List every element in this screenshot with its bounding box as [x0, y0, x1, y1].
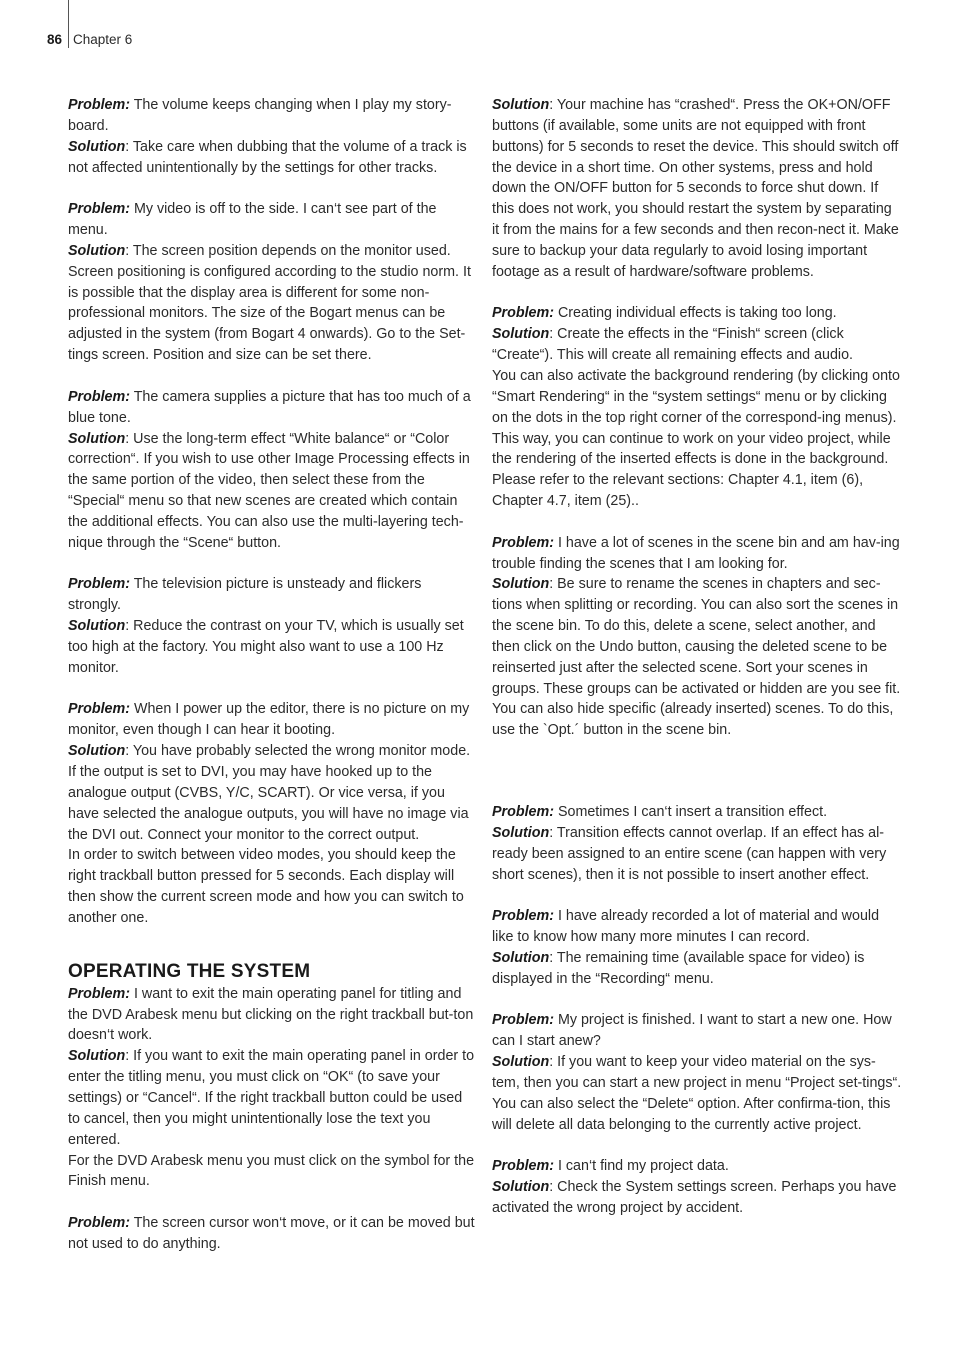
problem-label: Problem: — [492, 804, 554, 820]
problem-label: Problem: — [68, 576, 130, 593]
additional-text: You can also activate the background rendering (by clicking onto “Smart Rendering“ in the “system settings“ menu or by clicking on the dots in the top right corner of the correspond-ing menus). This way, you can continue to work on your video project, while the rendering of the inserted effects is done in the background. Please refer to the relevant sections: Chapter 4.1, item (6), Chapter 4.7, item (25).. — [492, 367, 900, 510]
faq-entry — [68, 984, 478, 1192]
faq-entry — [68, 95, 478, 178]
problem-text: Problem: The volume keeps changing when I play my story-board. — [68, 97, 452, 134]
faq-entry — [68, 699, 478, 928]
right-column — [492, 95, 902, 1240]
solution-text: Solution: Check the System settings screen. Perhaps you have activated the wrong project by accident. — [492, 1179, 897, 1217]
additional-text: You can also hide specific (already inserted) scenes. To do this, use the `Opt.´ button in the scene bin. — [492, 701, 894, 739]
solution-label: Solution — [492, 576, 550, 593]
page-number: 86 — [47, 32, 63, 47]
solution-label: Solution — [492, 97, 550, 113]
chapter-label: Chapter 6 — [73, 32, 133, 47]
solution-text: Solution: Your machine has “crashed“. Press the OK+ON/OFF buttons (if available, some units are not equipped with front buttons) for 5 seconds to reset the device. This should switch off the device in a short time. On other systems, press and hold down the ON/OFF button for 5 seconds to force shut down. If this does not work, you should restart the system by separating it from the mains for a few seconds and then recon-nect it. Make sure to backup your data regularly to avoid losing important footage as a result of hardware/software problems. — [492, 97, 899, 280]
solution-label: Solution — [492, 824, 550, 841]
solution-label: Solution — [68, 743, 126, 760]
faq-entry — [492, 533, 902, 741]
problem-text: Problem: I want to exit the main operating panel for titling and the DVD Arabesk menu but clicking on the right trackball but-ton doesn‘t work. — [68, 985, 474, 1044]
solution-text: Solution: If you want to keep your video material on the sys-tem, then you can start a new project in menu “Project set-tings“. You can also select the “Delete“ option. After confirma-tion, this will delete all data belonging to the currently active project. — [492, 1054, 902, 1133]
solution-label: Solution — [492, 1179, 550, 1196]
faq-entry — [492, 95, 902, 283]
solution-text: Solution: The screen position depends on the monitor used. Screen positioning is configured according to the studio norm. It is possible that the display area is different for some non-professional monitors. The size of the Bogart menus can be adjusted in the system (from Bogart 4 onwards). Go to the Set-tings screen. Position and size can be set there. — [68, 242, 471, 364]
solution-label: Solution — [68, 242, 126, 259]
header-divider — [68, 0, 69, 48]
faq-entry — [492, 802, 902, 885]
problem-label: Problem: — [68, 701, 130, 718]
solution-text: Solution: Transition effects cannot overlap. If an effect has al-ready been assigned to an entire scene (can happen with very short scenes), then it is not possible to insert another effect. — [492, 824, 887, 883]
solution-label: Solution — [492, 1054, 550, 1071]
problem-label: Problem: — [492, 908, 554, 925]
additional-text: In order to switch between video modes, you should keep the right trackball button pressed for 5 seconds. Each display will then show the current screen mode and how you can switch to another one. — [68, 847, 464, 926]
solution-label: Solution — [492, 326, 550, 343]
solution-text: Solution: The remaining time (available space for video) is displayed in the “Recording“ menu. — [492, 949, 865, 987]
solution-label: Solution — [68, 138, 126, 155]
faq-entry — [68, 574, 478, 678]
solution-text: Solution: Use the long-term effect “White balance“ or “Color correction“. If you wish to use other Image Processing effects in the same portion of the video, then select these from the “Special“ menu so that new scenes are created which contain the additional effects. You can also use the multi-layering tech-nique through the “Scene“ button. — [68, 430, 470, 551]
solution-text: Solution: Be sure to rename the scenes in chapters and sec-tions when splitting or recording. You can also sort the scenes in the scene bin. To do this, delete a scene, select another, and then click on the Undo button, causing the deleted scene to be reinserted just after the selected scene. Sort your scenes in groups. These groups can be activated or hidden are you see fit. — [492, 576, 901, 697]
problem-text: Problem: The television picture is unsteady and flickers strongly. — [68, 576, 422, 614]
faq-entry — [492, 1156, 902, 1219]
problem-label: Problem: — [68, 985, 130, 1002]
solution-label: Solution — [492, 949, 550, 966]
problem-label: Problem: — [492, 305, 554, 322]
problem-text: Problem: Sometimes I can‘t insert a transition effect. — [492, 804, 828, 820]
faq-entry — [492, 906, 902, 989]
problem-label: Problem: — [68, 201, 130, 218]
problem-text: Problem: I can‘t find my project data. — [492, 1158, 729, 1175]
faq-entry — [68, 387, 478, 554]
faq-entry — [68, 1213, 478, 1255]
additional-text: For the DVD Arabesk menu you must click on the symbol for the Finish menu. — [68, 1152, 475, 1190]
solution-text: Solution: If you want to exit the main operating panel in order to enter the titling menu, you must click on “OK“ (to save your settings) or “Cancel“. If the right trackball button could be used to cancel, then you might unintentionally lose the text you entered. — [68, 1048, 475, 1148]
problem-label: Problem: — [492, 1012, 554, 1029]
problem-label: Problem: — [68, 388, 130, 405]
problem-label: Problem: — [68, 1215, 130, 1232]
problem-text: Problem: My video is off to the side. I can‘t see part of the menu. — [68, 201, 437, 239]
problem-text: Problem: Creating individual effects is taking too long. — [492, 305, 837, 322]
problem-text: Problem: The screen cursor won‘t move, or it can be moved but not used to do anything. — [68, 1215, 475, 1252]
problem-label: Problem: — [492, 534, 554, 551]
problem-label: Problem: — [68, 97, 130, 113]
problem-text: Problem: My project is finished. I want to start a new one. How can I start anew? — [492, 1012, 892, 1050]
faq-entry — [68, 199, 478, 366]
faq-entry — [492, 1010, 902, 1135]
problem-text: Problem: When I power up the editor, there is no picture on my monitor, even though I can hear it booting. — [68, 701, 470, 739]
problem-text: Problem: The camera supplies a picture that has too much of a blue tone. — [68, 388, 471, 426]
solution-label: Solution — [68, 1048, 126, 1065]
problem-text: Problem: I have already recorded a lot of material and would like to know how many more minutes I can record. — [492, 908, 880, 946]
solution-text: Solution: Create the effects in the “Finish“ screen (click “Create“). This will create all remaining effects and audio. — [492, 326, 854, 364]
problem-label: Problem: — [492, 1158, 554, 1175]
section-heading: OPERATING THE SYSTEM — [68, 960, 311, 982]
spacer — [492, 762, 902, 802]
left-column — [68, 95, 478, 1276]
solution-label: Solution — [68, 430, 126, 447]
solution-label: Solution — [68, 618, 126, 635]
faq-entry — [492, 303, 902, 511]
solution-text: Solution: Reduce the contrast on your TV, which is usually set too high at the factory. You might also want to use a 100 Hz monitor. — [68, 618, 464, 676]
solution-text: Solution: You have probably selected the wrong monitor mode. If the output is set to DVI, you may have hooked up to the analogue output (CVBS, Y/C, SCART). Or vice versa, if you have selected the analogue outputs, you will have no image via the DVI out. Connect your monitor to the correct output. — [68, 743, 471, 843]
problem-text: Problem: I have a lot of scenes in the scene bin and am hav-ing trouble finding the scenes that I am looking for. — [492, 534, 900, 572]
solution-text: Solution: Take care when dubbing that the volume of a track is not affected unintentionally by the settings for other tracks. — [68, 138, 467, 176]
